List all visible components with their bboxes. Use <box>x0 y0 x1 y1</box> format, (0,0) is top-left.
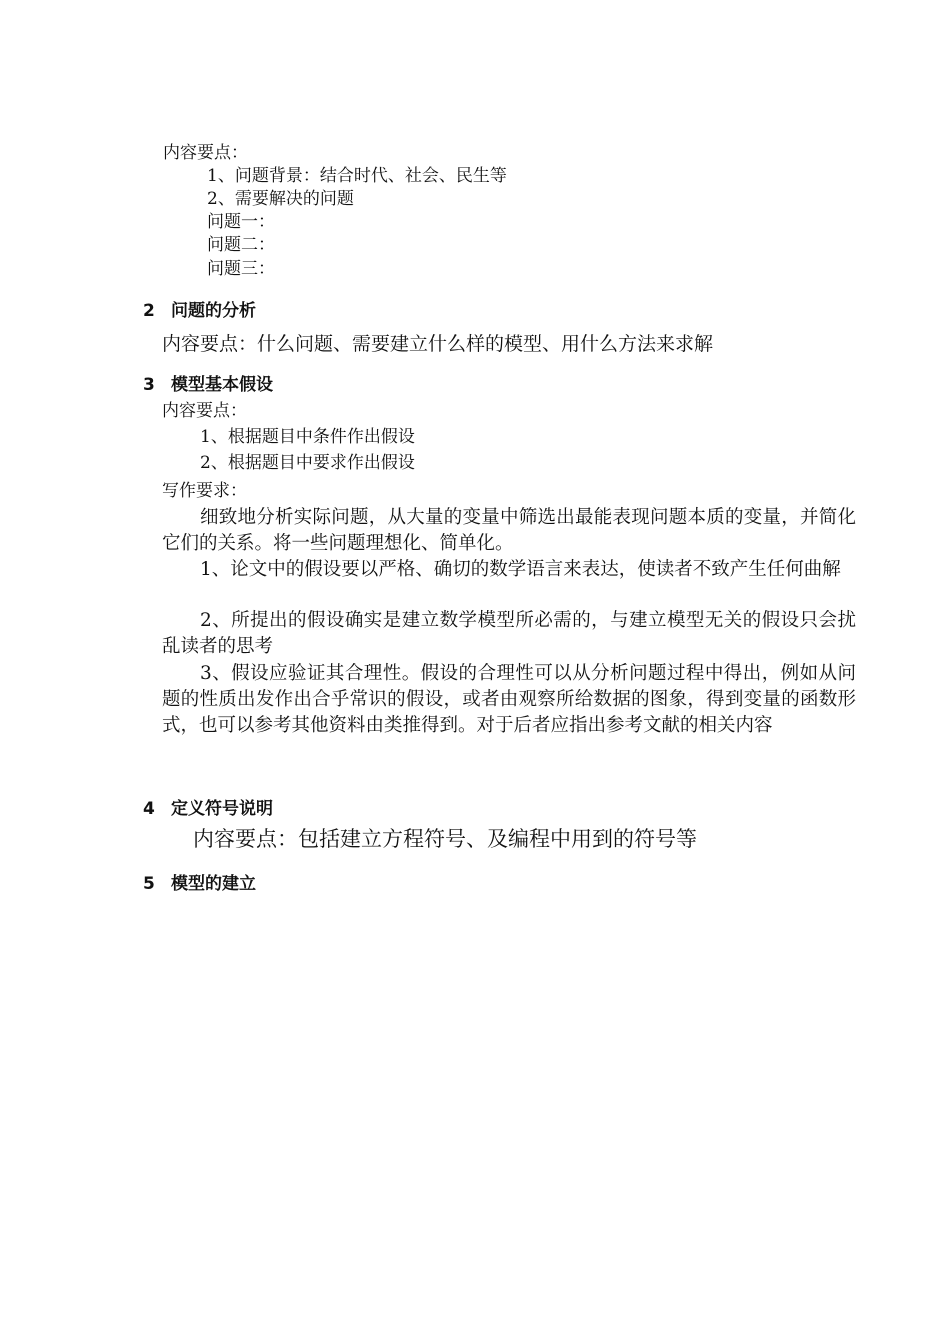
section4-title: 定义符号说明 <box>171 799 273 819</box>
section3-item-requirements: 2、根据题目中要求作出假设 <box>200 453 415 473</box>
section1-question-1: 问题一： <box>207 212 275 232</box>
section3-heading <box>143 374 273 396</box>
section1-question-3: 问题三： <box>207 259 275 279</box>
section3-paragraph-intro: 细致地分析实际问题，从大量的变量中筛选出最能表现问题本质的变量，并简化它们的关系。将一些问题理想化、简单化。 <box>162 507 856 554</box>
section1-label: 内容要点： <box>163 143 248 163</box>
section3-paragraph-3: 3、假设应验证其合理性。假设的合理性可以从分析问题过程中得出，例如从问题的性质出发作出合乎常识的假设，或者由观察所给数据的图象，得到变量的函数形式，也可以参考其他资料由类推得到。对于后者应指出参考文献的相关内容 <box>162 663 856 736</box>
section5-number: 5 <box>143 874 155 894</box>
section3-paragraph-2: 2、所提出的假设确实是建立数学模型所必需的，与建立模型无关的假设只会扰乱读者的思考 <box>162 610 856 657</box>
section5-title: 模型的建立 <box>171 874 256 894</box>
section4-number: 4 <box>143 799 155 819</box>
section2-content: 内容要点：什么问题、需要建立什么样的模型、用什么方法来求解 <box>162 333 714 355</box>
section1-question-2: 问题二： <box>207 235 275 255</box>
section4-heading <box>143 798 273 820</box>
section1-item-problems: 2、需要解决的问题 <box>207 189 354 209</box>
section3-label: 内容要点： <box>162 401 247 421</box>
section1-item-background: 1、问题背景：结合时代、社会、民生等 <box>207 166 507 186</box>
section2-title: 问题的分析 <box>171 301 256 321</box>
section3-item-conditions: 1、根据题目中条件作出假设 <box>200 427 415 447</box>
section3-title: 模型基本假设 <box>171 375 273 395</box>
section3-paragraph-1: 1、论文中的假设要以严格、确切的数学语言来表达，使读者不致产生任何曲解 <box>200 559 841 580</box>
section2-heading <box>143 300 256 322</box>
section3-writing-label: 写作要求： <box>162 481 247 501</box>
section5-heading <box>143 873 256 895</box>
section3-number: 3 <box>143 375 155 395</box>
section4-content: 内容要点：包括建立方程符号、及编程中用到的符号等 <box>193 827 697 851</box>
section2-number: 2 <box>143 301 155 321</box>
